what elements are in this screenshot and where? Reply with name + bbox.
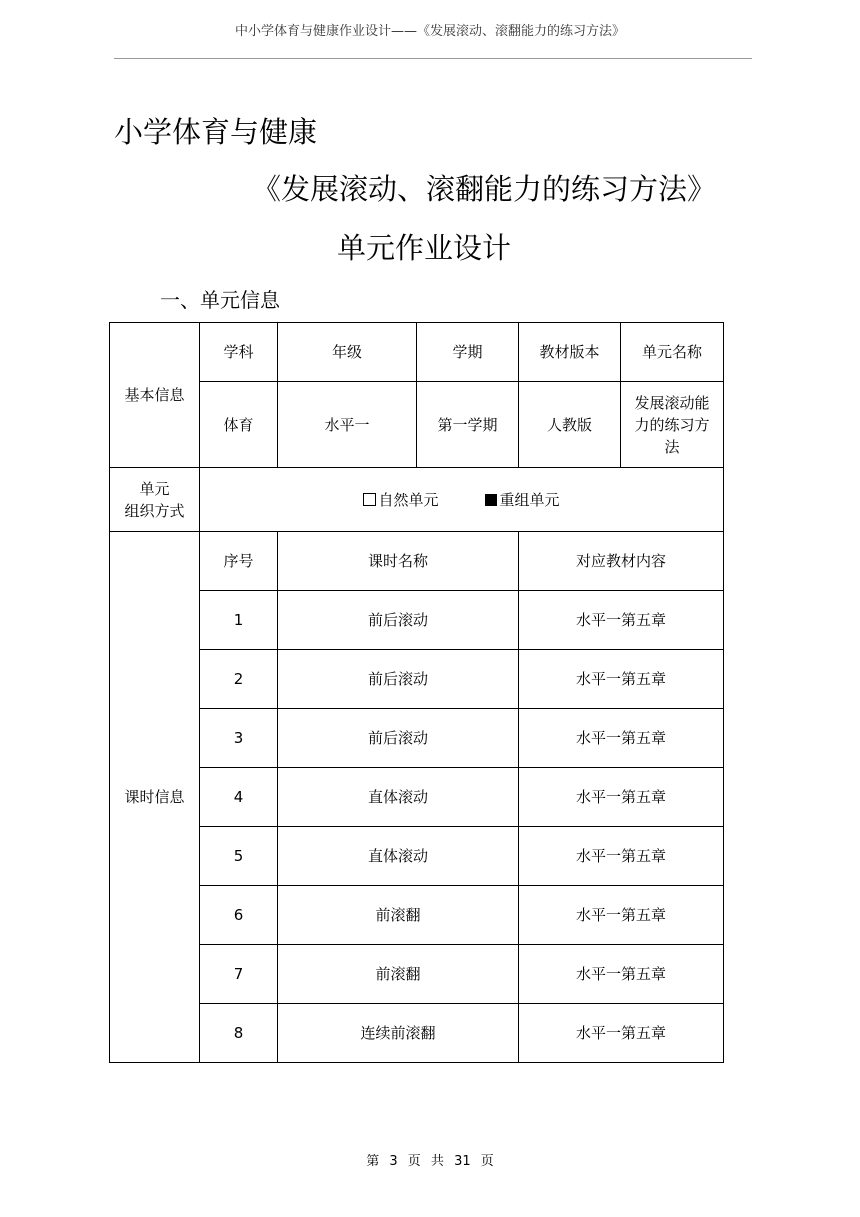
page-total: 31 [454, 1154, 471, 1169]
value-cell-subject: 体育 [200, 382, 278, 468]
header-cell-subject: 学科 [200, 323, 278, 382]
lesson-content: 水平一第五章 [519, 1004, 724, 1063]
lesson-no: 4 [200, 768, 278, 827]
page-suffix: 页 [480, 1154, 494, 1169]
lesson-no: 1 [200, 591, 278, 650]
lesson-content: 水平一第五章 [519, 709, 724, 768]
value-cell-term: 第一学期 [417, 382, 519, 468]
lesson-header-no: 序号 [200, 532, 278, 591]
basic-info-value-row [110, 382, 724, 468]
unit-info-table [109, 322, 724, 1063]
lesson-no: 7 [200, 945, 278, 1004]
unchecked-box-icon[interactable] [363, 493, 376, 506]
value-cell-grade: 水平一 [278, 382, 417, 468]
lesson-no: 3 [200, 709, 278, 768]
lesson-content: 水平一第五章 [519, 945, 724, 1004]
lesson-name: 前后滚动 [278, 650, 519, 709]
lesson-name: 前滚翻 [278, 945, 519, 1004]
running-header: 中小学体育与健康作业设计——《发展滚动、滚翻能力的练习方法》 [234, 24, 625, 39]
value-cell-edition: 人教版 [519, 382, 621, 468]
lesson-info-label: 课时信息 [110, 532, 200, 1063]
lesson-name: 前滚翻 [278, 886, 519, 945]
table-row [110, 886, 724, 945]
document-title-line-2: 《发展滚动、滚翻能力的练习方法》 [252, 172, 717, 206]
lesson-name: 直体滚动 [278, 768, 519, 827]
lesson-header-content: 对应教材内容 [519, 532, 724, 591]
header-cell-unit-name: 单元名称 [621, 323, 724, 382]
page-mid: 页 共 [407, 1154, 444, 1169]
lesson-header-row [110, 532, 724, 591]
checked-box-icon[interactable] [485, 494, 497, 506]
table-row [110, 709, 724, 768]
basic-info-header-row [110, 323, 724, 382]
lesson-content: 水平一第五章 [519, 768, 724, 827]
page-current: 3 [389, 1154, 398, 1169]
page-footer [0, 1150, 860, 1169]
table-row [110, 591, 724, 650]
value-cell-unit-name [621, 382, 724, 468]
document-title-line-1: 小学体育与健康 [114, 115, 318, 149]
lesson-no: 8 [200, 1004, 278, 1063]
table-row [110, 945, 724, 1004]
organization-label [110, 468, 200, 532]
option-natural-unit: 自然单元 [378, 490, 439, 509]
unit-name-line: 法 [664, 437, 680, 456]
organization-row [110, 468, 724, 532]
lesson-no: 6 [200, 886, 278, 945]
unit-name-line: 力的练习方 [634, 415, 710, 434]
page-prefix: 第 [366, 1154, 380, 1169]
lesson-content: 水平一第五章 [519, 650, 724, 709]
lesson-header-name: 课时名称 [278, 532, 519, 591]
organization-label-line: 单元 [139, 479, 170, 498]
lesson-name: 前后滚动 [278, 591, 519, 650]
section-heading-unit-info: 一、单元信息 [160, 288, 280, 312]
header-cell-edition: 教材版本 [519, 323, 621, 382]
lesson-name: 前后滚动 [278, 709, 519, 768]
organization-label-line: 组织方式 [124, 501, 185, 520]
lesson-content: 水平一第五章 [519, 591, 724, 650]
organization-options [200, 468, 724, 532]
table-row [110, 650, 724, 709]
table-row [110, 827, 724, 886]
unit-name-line: 发展滚动能 [634, 393, 710, 412]
header-cell-grade: 年级 [278, 323, 417, 382]
lesson-name: 直体滚动 [278, 827, 519, 886]
lesson-content: 水平一第五章 [519, 886, 724, 945]
lesson-name: 连续前滚翻 [278, 1004, 519, 1063]
table-row [110, 1004, 724, 1063]
lesson-no: 2 [200, 650, 278, 709]
header-cell-term: 学期 [417, 323, 519, 382]
document-title-line-3: 单元作业设计 [337, 231, 512, 265]
basic-info-label: 基本信息 [110, 323, 200, 468]
lesson-no: 5 [200, 827, 278, 886]
option-regrouped-unit: 重组单元 [499, 490, 560, 509]
table-row [110, 768, 724, 827]
lesson-content: 水平一第五章 [519, 827, 724, 886]
header-divider [114, 58, 752, 59]
